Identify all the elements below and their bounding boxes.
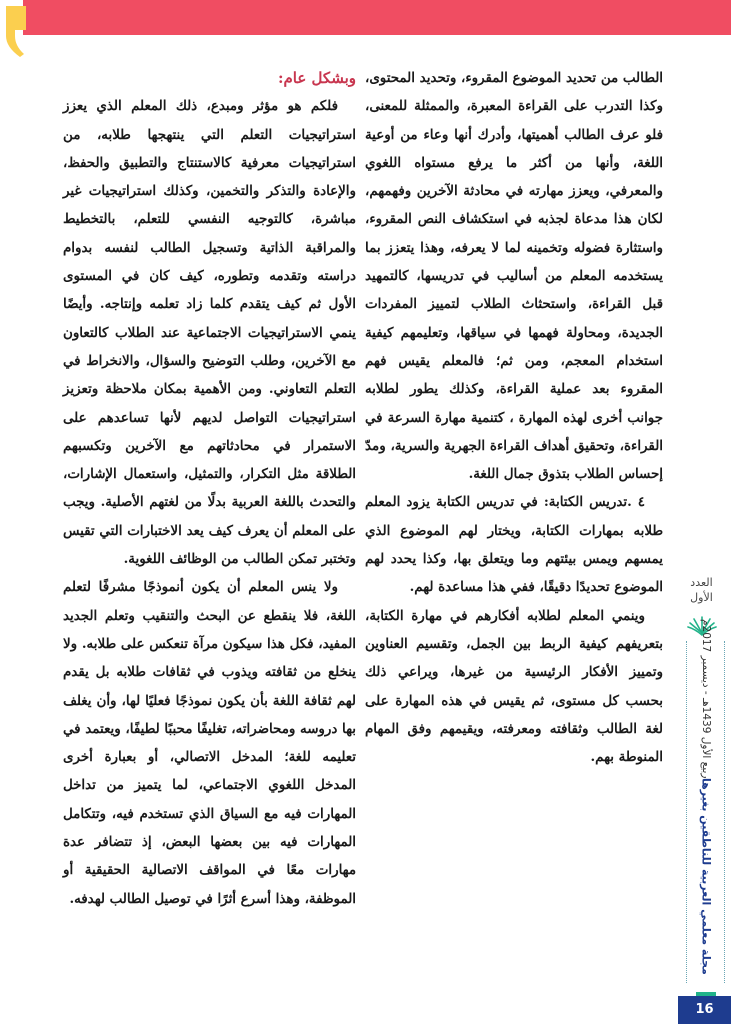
- page-number: 16: [678, 996, 731, 1024]
- section-heading: وبشكل عام:: [277, 69, 356, 87]
- dotted-rule: [686, 641, 687, 983]
- issue-date: ربيع الأول 1439هـ - ديسمبر 2017م: [700, 618, 712, 779]
- body-paragraph: وينمي المعلم لطلابه أفكارهم في مهارة الكتابة، بتعريفهم كيفية الربط بين الجمل، وتقسيم العناوين وتمييز الأفكار الرئيسية من غيرها، ويراعي ذلك بحسب كل مستوى، ثم يقيس في هذه المهارة على لغة الطالب وثقافته ومعرفته، ويقيمهم وفق المهام المنوطة بهم.: [365, 607, 663, 766]
- journal-title: مجلة معلمي العربية للناطقين بغيرها: [699, 778, 713, 975]
- issue-label-line1: العدد: [690, 576, 713, 589]
- article-column-left: [63, 64, 356, 913]
- issue-label-line2: الأول: [690, 591, 713, 604]
- body-paragraph: الطالب من تحديد الموضوع المقروء، وتحديد المحتوى، وكذا التدرب على القراءة المعبرة، والممثلة للمعنى، فلو عرف الطالب أهميتها، وأدرك أنها وعاء من أوعية اللغة، وأنها من أكثر ما يرفع مستواه اللغوي والمعرفي، ويعزز مهارته في محادثة الآخرين وفهمهم، لكان هذا مدعاة لجذبه في استكشاف النص المقروء، واستثارة فضوله وتخمينه لما لا يعرفه، وهذا يتعزز بما يستخدمه المعلم من أساليب في تدريسها، كالتمهيد قبل القراءة، واستحثاث الطلاب لتمييز المفردات الجديدة، ومحاولة فهمها في سياقها، وتعليمهم كيفية استخدام المعجم، ومن ثم؛ فالمعلم يقيس فهم المقروء بعد عملية القراءة، وكذلك يطور لطلابه جوانب أخرى لهذه المهارة ، كتنمية مهارة السرعة في القراءة، وتحقيق أهداف القراءة الجهرية والسرية، ومدّ إحساس الطلاب بتذوق جمال اللغة.: [365, 70, 663, 483]
- journal-masthead-vertical: [691, 618, 721, 975]
- dotted-rule: [724, 641, 725, 983]
- body-paragraph: فلكم هو مؤثر ومبدع، ذلك المعلم الذي يعزز استراتيجيات التعلم التي ينتهجها طلابه، من استراتيجيات معرفية كالاستنتاج والتطبيق والحفظ، والإعادة والتذكر والتخمين، وكذلك استراتيجيات غير مباشرة، كالتوجيه النفسي للتعلم، بالتخطيط والمراقبة الذاتية وتسجيل الطالب لنفسه بدوام دراسته وتقدمه وتطوره، كيف كان في المستوى الأول ثم كيف يتقدم كلما زاد تعلمه وإنتاجه. وأيضًا ينمي الاستراتيجيات الاجتماعية عند الطلاب كالتعاون مع الآخرين، وطلب التوضيح والسؤال، والانخراط في التعلم التعاوني. ومن الأهمية بمكان ملاحظة وتعزيز استراتيجيات التواصل لديهم لأنها تساعدهم على الاستمرار في محادثاتهم مع الآخرين وتكسبهم الطلاقة مثل التكرار، والتمثيل، واستعمال الإشارات، والتحدث باللغة العربية بدلًا من لغتهم الأصلية. ويجب على المعلم أن يعرف كيف يعد الاختبارات التي تقيس وتختبر تمكن الطالب من الوظائف اللغوية.: [63, 98, 356, 568]
- body-paragraph: ولا ينس المعلم أن يكون أنموذجًا مشرفًا لتعلم اللغة، فلا ينقطع عن البحث والتنقيب وتعلم الجديد المفيد، فكل هذا سيكون مرآة تنعكس على طلابه. ولا ينخلع من ثقافته ويذوب في ثقافات طلابه بل يقدم لهم ثقافة اللغة بأن يكون نموذجًا فعليًا لها، وأن يغلف بها دروسه ومحاضراته، تغليفًا محببًا لطيفًا، ويعتمد في تعليمه للغة؛ المدخل الاتصالي، أو بعبارة أخرى المدخل اللغوي الاجتماعي، لما يتميز من تداخل المهارات فيه مع السياق الذي تستخدم فيه، وتتكامل المهارات فيه بين بعضها البعض، إذ تتضافر عدة مهارات معًا في المواقف الاتصالية الحقيقية أو الموظفة، وهذا أسرع أثرًا في توصيل الطالب لهدفه.: [63, 579, 356, 907]
- corner-bracket-icon: [0, 0, 30, 58]
- header-accent-band: [23, 0, 731, 35]
- journal-sidebar: [672, 575, 731, 1024]
- body-paragraph: ٤ .تدريس الكتابة: في تدريس الكتابة يزود المعلم طلابه بمهارات الكتابة، ويختار لهم الموضوع الذي يمسهم ويمس بيئتهم وما ويتعلق بها، وكذا يحدد لهم الموضوع تحديدًا دقيقًا، ففي هذا مساعدة لهم.: [365, 494, 663, 596]
- article-column-right: [365, 64, 663, 771]
- issue-label: [672, 575, 731, 605]
